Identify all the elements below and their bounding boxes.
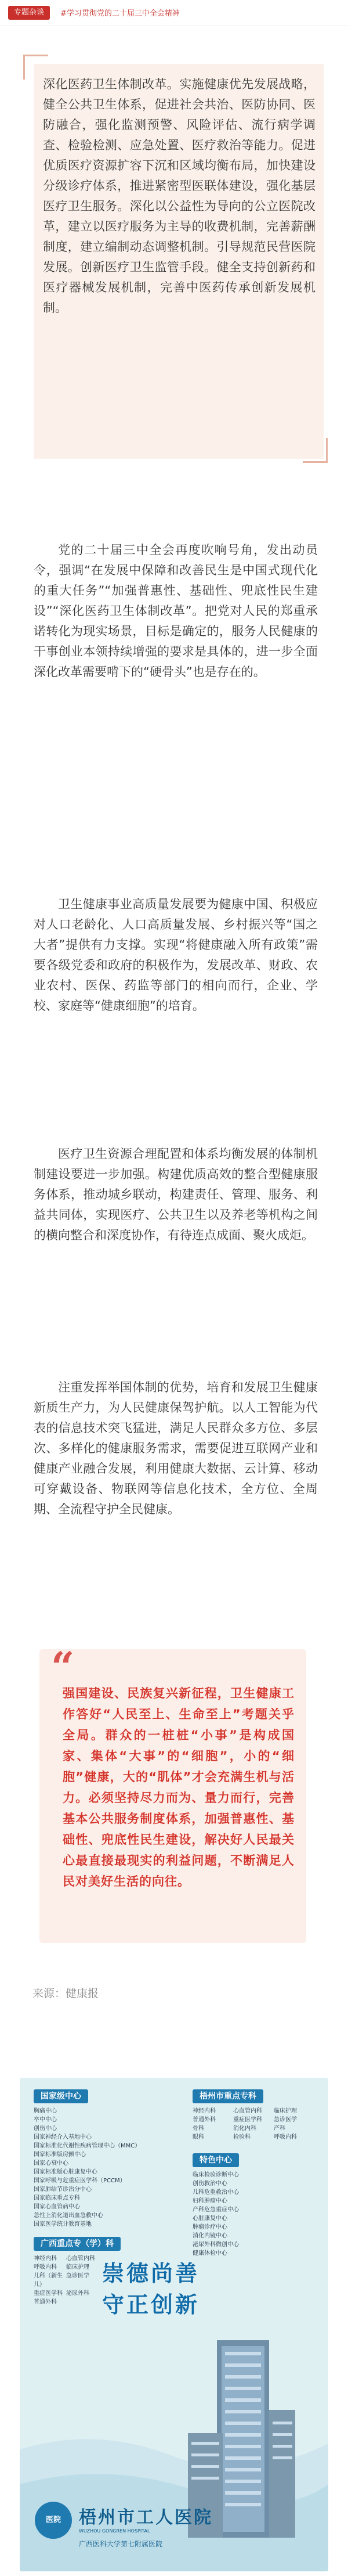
- ad-list-item: 急诊医学: [66, 2273, 89, 2279]
- ad-list-item: 心血管内科: [233, 2108, 262, 2114]
- wuzhou-key-header: 梧州市重点专科: [193, 2089, 263, 2103]
- paragraph-4: 注重发挥举国体制的优势，培育和发展卫生健康新质生产力，为人民健康保驾护航。以人工智能为代表的信息技术突飞猛进，满足人民群众多方位、多层次、多样化的健康服务需求，需要促进互联网产业和健康产业融合发展，利用健康大数据、云计算、移动可穿戴设备、物联网等信息化技术，全方位、全周期、全流程守护全民健康。: [34, 1380, 318, 1516]
- ad-list-item: 骨科: [193, 2125, 204, 2132]
- ad-list-item: 国家呼吸与危重症医学科（PCCM）: [34, 2178, 126, 2184]
- ad-list-item: 临床护理: [274, 2108, 297, 2114]
- ad-list-item: 临床检验诊断中心: [193, 2172, 239, 2178]
- ad-list-item: 泌尿外科: [66, 2290, 89, 2297]
- hospital-logo-icon: 医院: [35, 2502, 72, 2539]
- slogan-line-2: 守正创新: [102, 2291, 200, 2318]
- policy-box-text: 深化医药卫生体制改革。实施健康优先发展战略，健全公共卫生体系，促进社会共治、医防协同、医防融合，强化监测预警、风险评估、流行病学调查、检验检测、应急处置、医疗救治等能力。促进优质医疗资源扩容下沉和区域均衡布局，加快建设分级诊疗体系，推进紧密型医联体建设，强化基层医疗卫生服务。深化以公益性为导向的公立医院改革，建立以医疗服务为主导的收费机制，完善薪酬制度，建立编制动态调整机制。引导规范民营医院发展。创新医疗卫生监管手段。健全支持创新药和医疗器械发展机制，完善中医药传承创新发展机制。: [43, 77, 316, 315]
- guangxi-key-list: [34, 2254, 99, 2307]
- ad-list-item: 眼科: [193, 2134, 204, 2140]
- ad-list-item: 儿科危重救治中心: [193, 2189, 239, 2196]
- special-center-header: 特色中心: [193, 2153, 239, 2167]
- special-center-list: [193, 2171, 239, 2258]
- ad-list-item: 产科危急重症中心: [193, 2207, 239, 2213]
- national-center-list: [34, 2107, 140, 2229]
- ad-list-item: 检验科: [233, 2134, 251, 2140]
- ad-list-item: 心血管内科: [66, 2255, 95, 2262]
- ad-list-item: 国家医学统计教育基地: [34, 2221, 92, 2228]
- ad-list-item: 创伤中心: [34, 2125, 57, 2132]
- ad-list-item: 国家标准版心脏康复中心: [34, 2169, 97, 2175]
- ad-list-item: 妇科肿瘤中心: [193, 2198, 227, 2204]
- top-bar: [0, 0, 348, 26]
- ad-list-item: 产科: [274, 2125, 285, 2132]
- paragraph-1: 党的二十届三中全会再度吹响号角，发出动员令，强调“在发展中保障和改善民生是中国式现代化的重大任务”“加强普惠性、基础性、兜底性民生建设”“深化医药卫生体制改革”。把党对人民的郑重承诺转化为现实场景，目标是确定的，服务人民健康的干事创业本领持续增强的要求是具体的，进一步全面深化改革需要啃下的“硬骨头”也是存在的。: [34, 543, 318, 679]
- ad-list-item: 呼吸内科: [274, 2134, 297, 2140]
- quote-text: 强国建设、民族复兴新征程，卫生健康工作答好“人民至上、生命至上”考题关乎全局。群众的一桩桩“小事”是构成国家、集体“大事”的“细胞”，小的“细胞”健康，大的“肌体”才会充满生机与活力。必须坚持尽力而为、量力而行，完善基本公共服务制度体系，加强普惠性、基础性、兜底性民生建设，解决好人民最关心最直接最现实的利益问题，不断满足人民对美好生活的向往。: [63, 1686, 295, 1888]
- ad-list-item: 国家心衰中心: [34, 2160, 68, 2167]
- topic-title[interactable]: #学习贯彻党的二十届三中全会精神: [60, 9, 180, 18]
- ad-list-item: 呼吸内科: [34, 2264, 57, 2271]
- ad-list-item: 普通外科: [193, 2117, 216, 2123]
- hospital-affiliation: 广西医科大学第七附属医院: [79, 2540, 163, 2548]
- ad-list-item: 心脏康复中心: [193, 2215, 227, 2222]
- quote-mark-icon: “: [51, 1643, 75, 1691]
- ad-list-item: 消化内镜中心: [193, 2233, 227, 2239]
- guangxi-key-header: 广西重点专（学）科: [34, 2237, 121, 2251]
- ad-list-item: 泌尿外科微创中心: [193, 2242, 239, 2248]
- ad-list-item: 消化内科: [233, 2125, 256, 2132]
- ad-list-item: 胸痛中心: [34, 2108, 57, 2114]
- paragraph-2: 卫生健康事业高质量发展要为健康中国、积极应对人口老龄化、人口高质量发展、乡村振兴等“国之大者”提供有力支撑。实现“将健康融入所有政策”需要各级党委和政府的积极作为，发展改革、财政、农业农村、医保、药监等部门的相向而行，企业、学校、家庭等“健康细胞”的培育。: [34, 897, 318, 1013]
- ad-list-item: 国家标准版房颤中心: [34, 2152, 86, 2158]
- ad-list-item: 国家心血管病中心: [34, 2204, 80, 2210]
- ad-list-item: 国家神经介入基地中心: [34, 2134, 92, 2140]
- ad-list-item: 儿科（新生儿）: [34, 2273, 63, 2288]
- ad-list-item: 临床护理: [66, 2264, 89, 2271]
- ad-list-item: 急性上消化道出血急救中心: [34, 2212, 103, 2219]
- ad-list-item: 国家标准化代谢性疾病管理中心（MMC）: [34, 2143, 141, 2149]
- ad-list-item: 神经内科: [34, 2255, 57, 2262]
- ad-list-item: 重症医学科: [34, 2290, 63, 2297]
- ad-list-item: 急诊医学: [274, 2117, 297, 2123]
- ad-list-item: 健康体检中心: [193, 2250, 227, 2257]
- hospital-name: 梧州市工人医院: [79, 2507, 213, 2528]
- ad-list-item: 肿瘤诊疗中心: [193, 2224, 227, 2230]
- hospital-english-name: WUZHOU GONGREN HOSPITAL: [79, 2528, 150, 2534]
- ad-list-item: 卒中中心: [34, 2117, 57, 2123]
- paragraph-3: 医疗卫生资源合理配置和体系均衡发展的体制机制建设要进一步加强。构建优质高效的整合型健康服务体系，推动城乡联动，构建责任、管理、服务、利益共同体，实现医疗、公共卫生以及养老等机构之间的横向整合和深度协作，有待连点成面、聚火成炬。: [34, 1147, 318, 1242]
- category-tag[interactable]: 专题杂谈: [8, 6, 50, 20]
- ad-list-item: 国家临床重点专科: [34, 2195, 80, 2201]
- ad-list-item: 创伤救治中心: [193, 2181, 227, 2187]
- ad-list-item: 神经内科: [193, 2108, 216, 2114]
- source-label: 来源：健康报: [32, 1987, 99, 2000]
- ad-list-item: 重症医学科: [233, 2117, 262, 2123]
- ad-list-item: 国家肺结节诊治分中心: [34, 2186, 92, 2193]
- corner-decoration-bottom-right: [303, 438, 328, 463]
- ad-list-item: 普通外科: [34, 2299, 57, 2305]
- national-center-header: 国家级中心: [34, 2089, 88, 2103]
- wuzhou-key-list: [193, 2107, 314, 2142]
- slogan-line-1: 崇德尚善: [102, 2260, 200, 2286]
